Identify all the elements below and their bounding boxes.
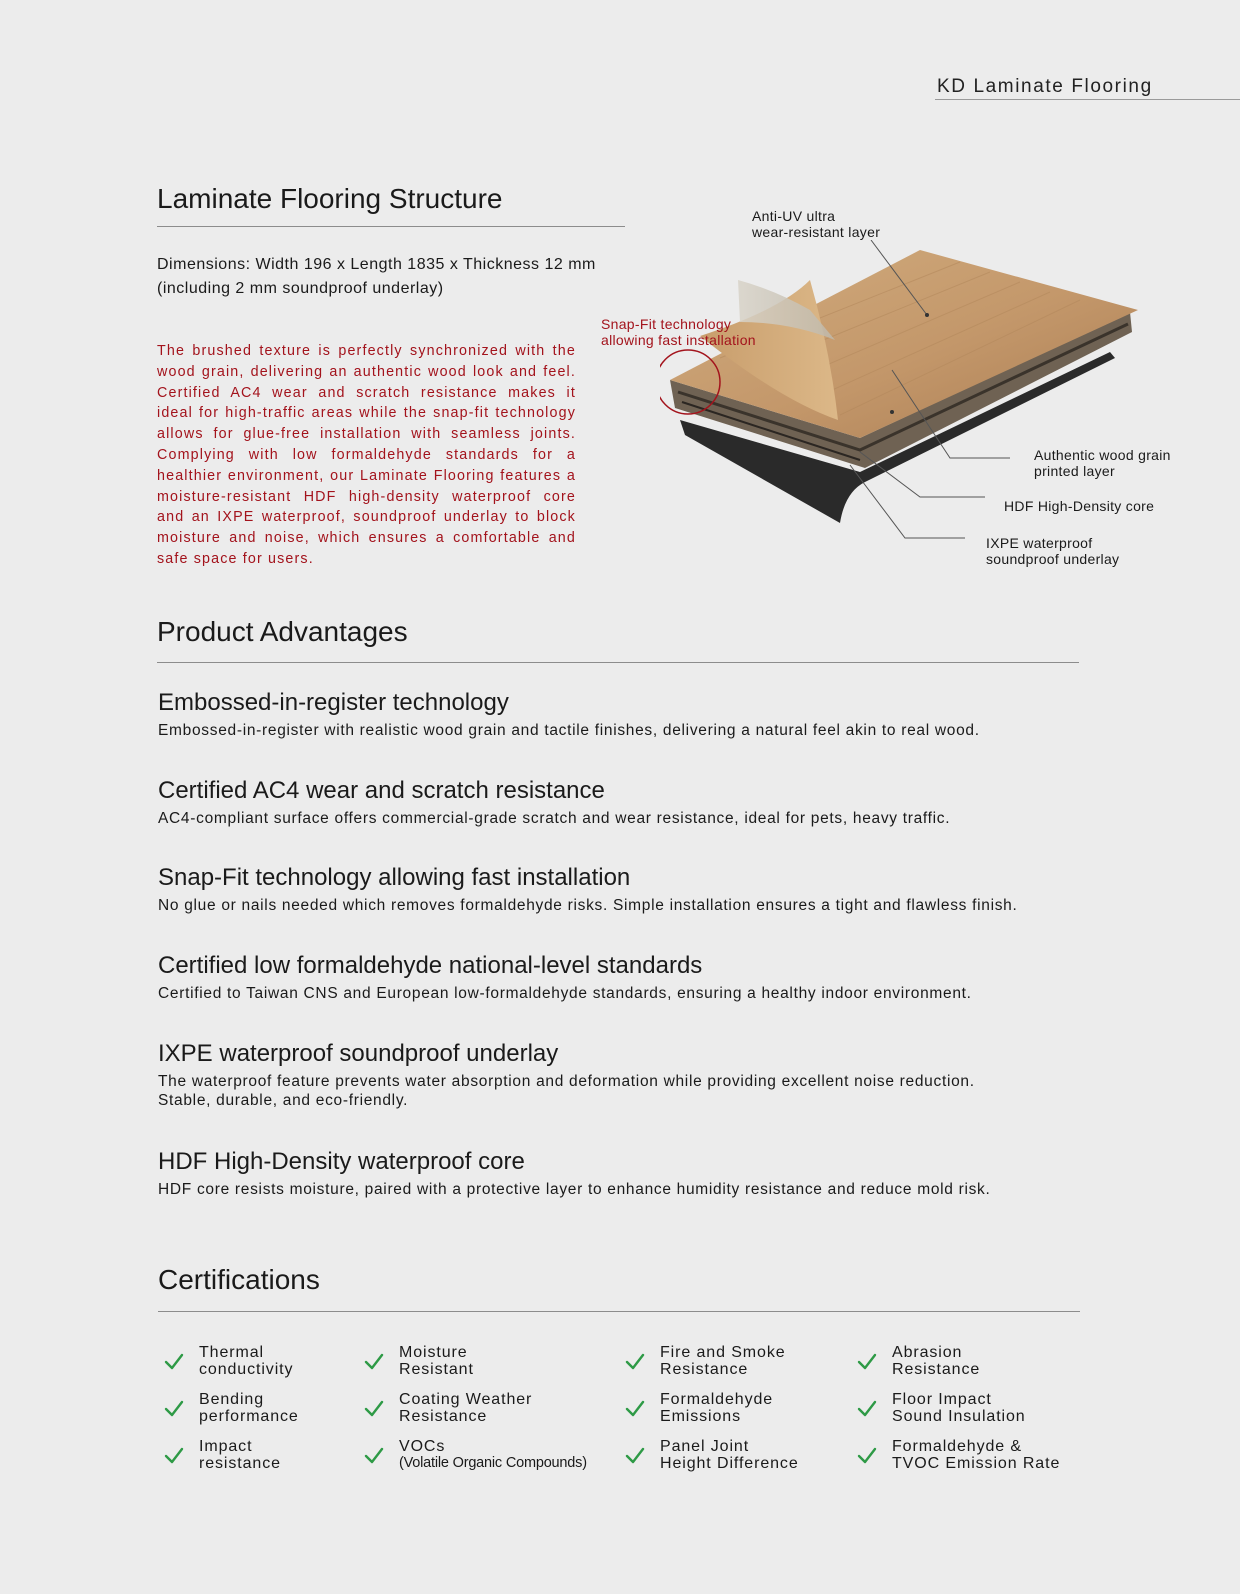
label-ixpe-line-2: soundproof underlay — [986, 551, 1120, 567]
dimensions-line-2: (including 2 mm soundproof underlay) — [157, 280, 444, 297]
advantage-item — [158, 688, 1118, 740]
structure-divider — [157, 226, 625, 227]
check-icon — [163, 1350, 185, 1372]
check-icon — [163, 1397, 185, 1419]
advantage-text: No glue or nails needed which removes formaldehyde risks. Simple installation ensures a tight and flawless finish. — [158, 897, 1018, 914]
check-icon — [856, 1444, 878, 1466]
advantage-text: Certified to Taiwan CNS and European low-formaldehyde standards, ensuring a healthy indoor environment. — [158, 985, 972, 1002]
structure-title: Laminate Flooring Structure — [157, 183, 503, 214]
advantage-title: HDF High-Density waterproof core — [158, 1148, 525, 1175]
cert-item — [363, 1438, 587, 1472]
cert-line-1: Moisture — [399, 1344, 468, 1361]
dimensions-line-1: Dimensions: Width 196 x Length 1835 x Thickness 12 mm — [157, 256, 596, 273]
label-wood-grain-line-2: printed layer — [1034, 463, 1115, 479]
cert-line-1: Thermal — [199, 1344, 264, 1361]
cert-line-2: Height Difference — [660, 1455, 799, 1472]
check-icon — [624, 1350, 646, 1372]
certifications-divider — [158, 1311, 1080, 1312]
label-hdf: HDF High-Density core — [1004, 498, 1155, 514]
structure-description: The brushed texture is perfectly synchronized with the wood grain, delivering an authentic wood look and feel. Certified AC4 wear and scratch resistance makes it ideal for high-traffic areas while the snap-fit technology allows for glue-free installation with seamless joints. Complying with low formaldehyde standards for a healthier environment, our Laminate Flooring features a moisture-resistant HDF high-density waterproof core and an IXPE waterproof, soundproof underlay to block moisture and noise, which ensures a comfortable and safe space for users. — [157, 343, 576, 567]
cert-line-1: Abrasion — [892, 1344, 963, 1361]
cert-item — [363, 1344, 474, 1378]
brand-name: KD Laminate Flooring — [937, 76, 1153, 97]
advantage-title: Certified AC4 wear and scratch resistance — [158, 777, 605, 804]
advantage-title: IXPE waterproof soundproof underlay — [158, 1040, 559, 1067]
cert-line-1: Coating Weather — [399, 1391, 533, 1408]
cert-line-1: Floor Impact — [892, 1391, 992, 1408]
advantage-text-2: Stable, durable, and eco-friendly. — [158, 1092, 409, 1109]
cert-line-2: Sound Insulation — [892, 1408, 1026, 1425]
advantages-divider — [157, 662, 1079, 663]
check-icon — [856, 1350, 878, 1372]
cert-item — [856, 1391, 1026, 1425]
label-anti-uv — [752, 208, 880, 240]
dimensions — [157, 253, 596, 301]
label-ixpe-line-1: IXPE waterproof — [986, 535, 1093, 551]
cert-line-1: Bending — [199, 1391, 265, 1408]
advantage-text: AC4-compliant surface offers commercial-grade scratch and wear resistance, ideal for pets, heavy traffic. — [158, 810, 951, 827]
cert-line-1: Impact — [199, 1438, 253, 1455]
cert-item — [856, 1438, 1060, 1472]
advantage-text: Embossed-in-register with realistic wood grain and tactile finishes, delivering a natural feel akin to real wood. — [158, 722, 980, 739]
label-snap-fit — [601, 316, 756, 348]
cert-line-2: conductivity — [199, 1361, 294, 1378]
cert-item — [624, 1438, 799, 1472]
cert-line-2: Emissions — [660, 1408, 742, 1425]
label-anti-uv-line-1: Anti-UV ultra — [752, 208, 836, 224]
cert-line-1: VOCs — [399, 1438, 446, 1455]
check-icon — [363, 1350, 385, 1372]
certifications-title: Certifications — [158, 1264, 320, 1295]
check-icon — [163, 1444, 185, 1466]
advantage-title: Embossed-in-register technology — [158, 689, 509, 716]
cert-line-2: Resistance — [660, 1361, 749, 1378]
label-ixpe — [986, 535, 1119, 567]
label-snap-fit-line-2: allowing fast installation — [601, 332, 756, 348]
cert-line-2: Resistance — [399, 1408, 488, 1425]
cert-item — [856, 1344, 980, 1378]
advantages-title: Product Advantages — [157, 616, 408, 647]
cert-item — [163, 1438, 281, 1472]
label-snap-fit-line-1: Snap-Fit technology — [601, 316, 732, 332]
cert-line-1: Fire and Smoke — [660, 1344, 786, 1361]
check-icon — [856, 1397, 878, 1419]
cert-line-2: resistance — [199, 1455, 281, 1472]
check-icon — [363, 1444, 385, 1466]
advantage-title: Certified low formaldehyde national-level standards — [158, 952, 703, 979]
cert-line-2: performance — [199, 1408, 299, 1425]
cert-line-1: Panel Joint — [660, 1438, 750, 1455]
brand-divider — [935, 99, 1240, 100]
cert-item — [624, 1344, 786, 1378]
advantage-item — [158, 1039, 1118, 1110]
advantage-item — [158, 951, 1118, 1003]
cert-line-1: Formaldehyde — [660, 1391, 774, 1408]
cert-item — [624, 1391, 773, 1425]
cert-line-1: Formaldehyde & — [892, 1438, 1022, 1455]
advantage-title: Snap-Fit technology allowing fast installation — [158, 864, 631, 891]
label-wood-grain — [1034, 447, 1171, 479]
cert-item — [163, 1344, 293, 1378]
cert-item — [363, 1391, 532, 1425]
check-icon — [624, 1444, 646, 1466]
label-wood-grain-line-1: Authentic wood grain — [1034, 447, 1171, 463]
check-icon — [363, 1397, 385, 1419]
cert-item — [163, 1391, 299, 1425]
advantage-item — [158, 863, 1118, 915]
check-icon — [624, 1397, 646, 1419]
cert-line-2: Resistance — [892, 1361, 981, 1378]
advantage-item — [158, 1147, 1118, 1199]
label-anti-uv-line-2: wear-resistant layer — [752, 224, 881, 240]
advantage-text: The waterproof feature prevents water absorption and deformation while providing excellent noise reduction. — [158, 1073, 975, 1090]
advantage-item — [158, 776, 1118, 828]
advantage-text: HDF core resists moisture, paired with a protective layer to enhance humidity resistance and reduce mold risk. — [158, 1181, 991, 1198]
cert-line-2: Resistant — [399, 1361, 474, 1378]
cert-line-2: TVOC Emission Rate — [892, 1455, 1061, 1472]
cert-line-2: (Volatile Organic Compounds) — [399, 1455, 587, 1471]
